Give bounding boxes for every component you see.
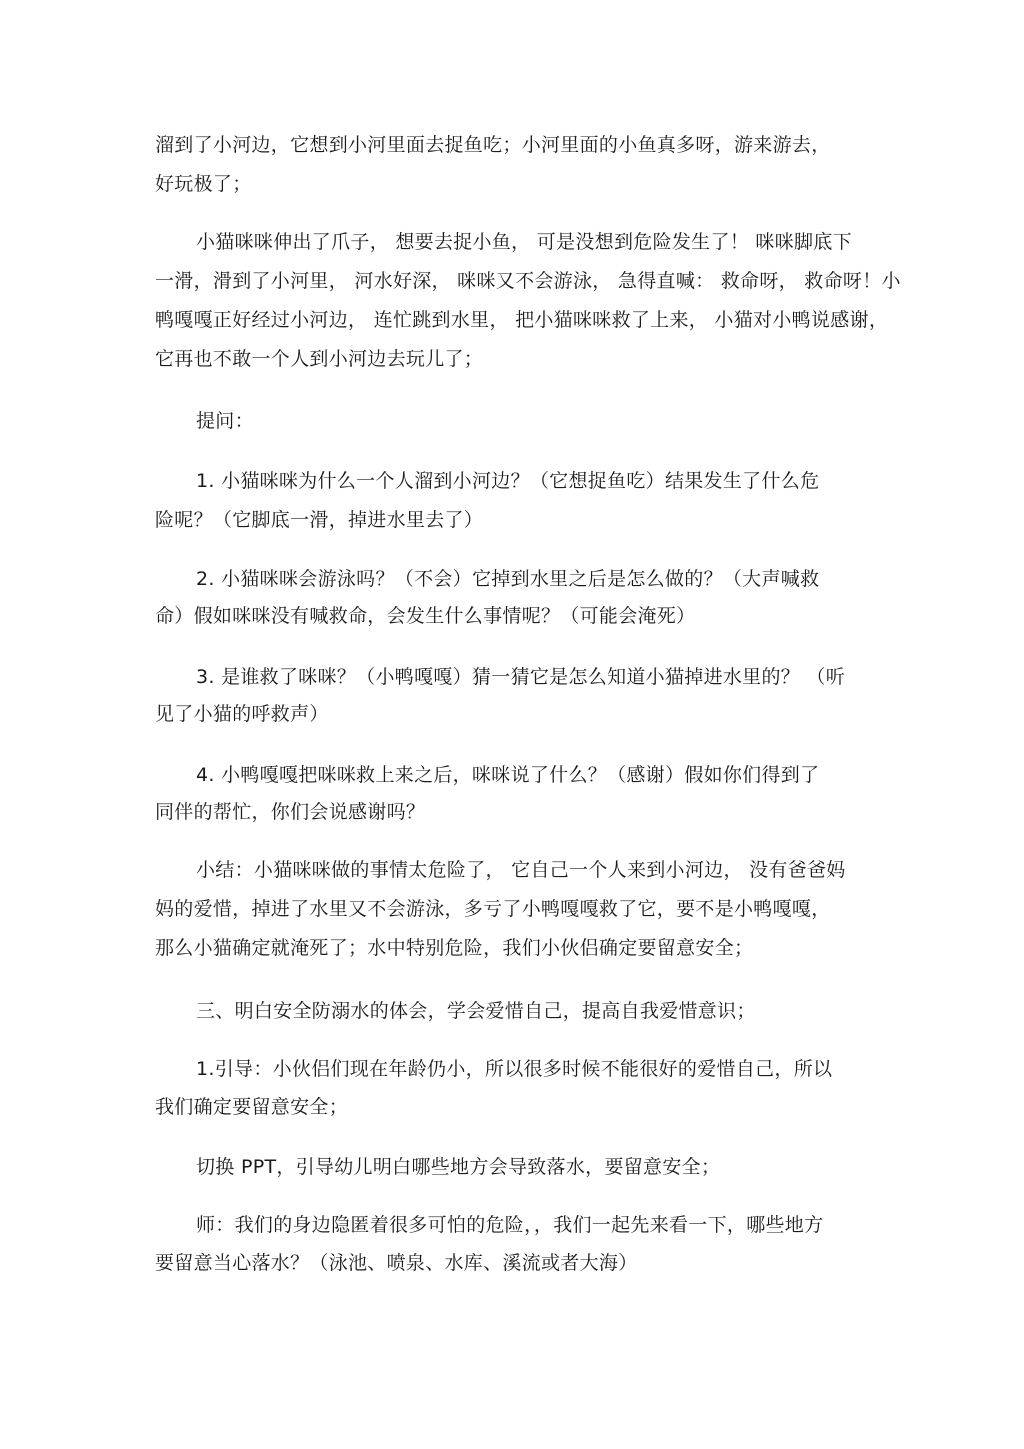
paragraph-2-line-1: 小猫咪咪伸出了爪子， 想要去捉小鱼， 可是没想到危险发生了！ 咪咪脚底下 [196,231,852,253]
summary-line-2: 妈的爱惜，掉进了水里又不会游泳，多亏了小鸭嘎嘎救了它，要不是小鸭嘎嘎， [155,898,831,920]
question-4-line-2: 同伴的帮忙，你们会说感谢吗？ [155,801,426,823]
question-2-line-2: 命）假如咪咪没有喊救命，会发生什么事情呢？（可能会淹死） [155,605,696,627]
summary-line-1: 小结：小猫咪咪做的事情太危险了， 它自己一个人来到小河边， 没有爸爸妈 [196,859,846,881]
questions-heading: 提问： [196,410,254,432]
question-1-line-1: 1. 小猫咪咪为什么一个人溜到小河边？（它想捉鱼吃）结果发生了什么危 [196,470,820,492]
question-2-line-1: 2. 小猫咪咪会游泳吗？（不会）它掉到水里之后是怎么做的？（大声喊救 [196,568,820,590]
paragraph-1-line-2: 好玩极了； [155,173,252,195]
question-3-line-1: 3. 是谁救了咪咪？（小鸭嘎嘎）猜一猜它是怎么知道小猫掉进水里的？ （听 [196,666,846,688]
question-1-line-2: 险呢？（它脚底一滑，掉进水里去了） [155,509,484,531]
summary-line-3: 那么小猫确定就淹死了；水中特别危险，我们小伙侣确定要留意安全； [155,937,754,959]
teacher-line-1: 师：我们的身边隐匿着很多可怕的危险，，我们一起先来看一下，哪些地方 [196,1214,824,1236]
paragraph-2-line-2: 一滑，滑到了小河里， 河水好深， 咪咪又不会游泳， 急得直喊： 救命呀， 救命呀！小 [155,270,901,292]
section-3-heading: 三、明白安全防溺水的体会，学会爱惜自己，提高自我爱惜意识； [196,1000,756,1022]
switch-ppt-line: 切换 PPT，引导幼儿明白哪些地方会导致落水，要留意安全； [196,1156,721,1178]
paragraph-1-line-1: 溜到了小河边，它想到小河里面去捉鱼吃；小河里面的小鱼真多呀，游来游去， [155,134,831,156]
teacher-line-2: 要留意当心落水？（泳池、喷泉、水库、溪流或者大海） [155,1252,638,1274]
guidance-line-1: 1.引导：小伙侣们现在年龄仍小，所以很多时候不能很好的爱惜自己，所以 [196,1058,833,1080]
guidance-line-2: 我们确定要留意安全； [155,1096,349,1118]
question-4-line-1: 4. 小鸭嘎嘎把咪咪救上来之后，咪咪说了什么？（感谢）假如你们得到了 [196,764,820,786]
question-3-line-2: 见了小猫的呼救声） [155,703,329,725]
paragraph-2-line-4: 它再也不敢一个人到小河边去玩儿了； [155,348,484,370]
paragraph-2-line-3: 鸭嘎嘎正好经过小河边， 连忙跳到水里， 把小猫咪咪救了上来， 小猫对小鸭说感谢， [155,309,889,331]
